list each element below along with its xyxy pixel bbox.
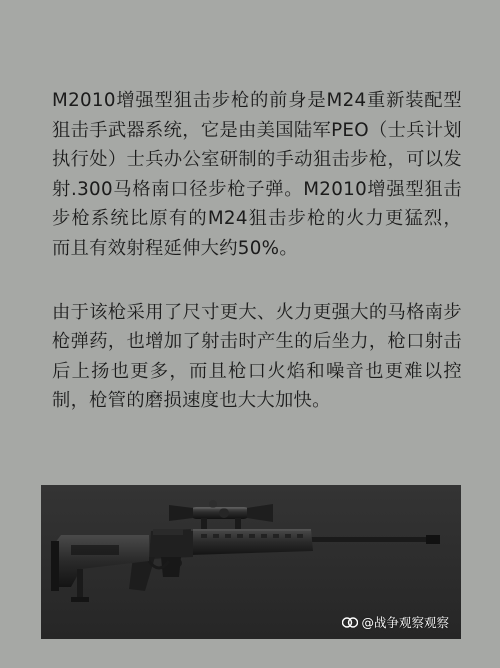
paragraph-1: M2010增强型狙击步枪的前身是M24重新装配型狙击手武器系统，它是由美国陆军PEO（士兵计划执行处）士兵办公室研制的手动狙击步枪，可以发射.300马格南口径步枪子弹。M2010增强型狙击步枪系统比原有的M24狙击步枪的火力更猛烈，而且有效射程延伸大约50%。 bbox=[52, 90, 462, 259]
paragraph-2: 由于该枪采用了尺寸更大、火力更强大的马格南步枪弹药，也增加了射击时产生的后坐力，枪口射击后上扬也更多，而且枪口火焰和噪音也更难以控制，枪管的磨损速度也大大加快。 bbox=[52, 301, 462, 412]
watermark-text: @战争观察观察 bbox=[361, 615, 449, 630]
watermark bbox=[342, 613, 449, 631]
rifle-photo bbox=[41, 485, 461, 639]
platform-logo-icon bbox=[342, 616, 358, 629]
article-body bbox=[52, 86, 462, 416]
